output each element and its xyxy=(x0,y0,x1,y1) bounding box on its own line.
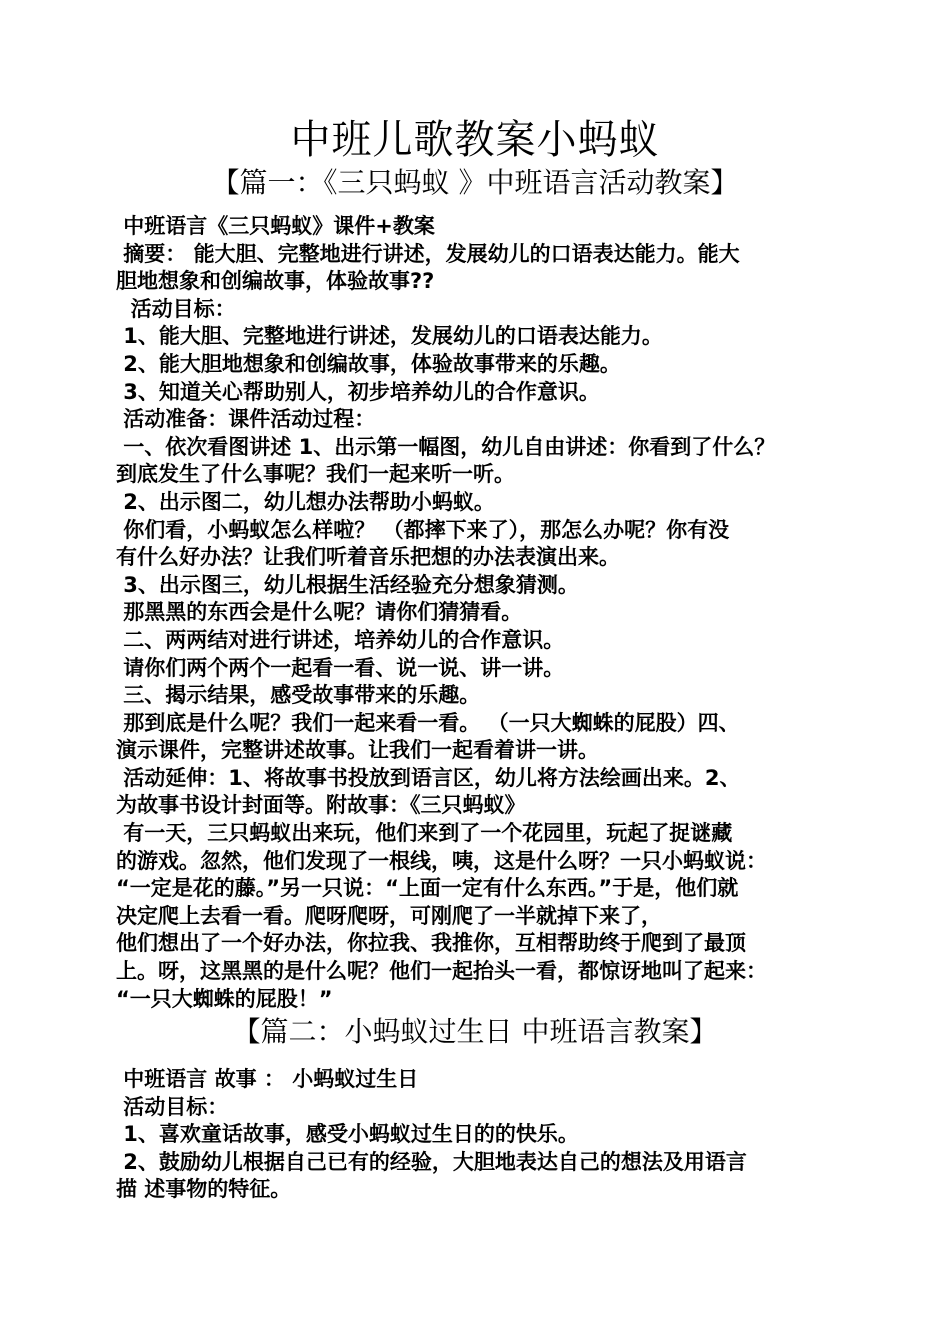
body-line: 活动目标： xyxy=(116,1094,229,1119)
body-line: 3、出示图三，幼儿根据生活经验充分想象猜测。 xyxy=(116,572,579,597)
body-line: 三、揭示结果，感受故事带来的乐趣。 xyxy=(116,683,481,708)
body-line: 描 述事物的特征。 xyxy=(116,1177,292,1202)
body-line: 活动延伸：1、将故事书投放到语言区，幼儿将方法绘画出来。2、 xyxy=(116,765,741,790)
body-line: 那黑黑的东西会是什么呢？请你们猜猜看。 xyxy=(116,600,523,625)
body-line: 的游戏。忽然，他们发现了一根线，咦，这是什么呀？一只小蚂蚁说： xyxy=(116,848,767,873)
body-line: 2、能大胆地想象和创编故事，体验故事带来的乐趣。 xyxy=(116,351,621,376)
body-line: 请你们两个两个一起看一看、说一说、讲一讲。 xyxy=(116,655,565,680)
body-line: “一定是花的藤。”另一只说：“上面一定有什么东西。”于是，他们就 xyxy=(116,876,739,901)
body-line: 那到底是什么呢？我们一起来看一看。 （一只大蜘蛛的屁股）四、 xyxy=(116,710,740,735)
body-line: 3、知道关心帮助别人，初步培养幼儿的合作意识。 xyxy=(116,379,600,404)
body-line: 摘要： 能大胆、完整地进行讲述，发展幼儿的口语表达能力。能大 xyxy=(116,241,740,266)
body-line: 到底发生了什么事呢？我们一起来听一听。 xyxy=(116,462,515,487)
body-line: 2、出示图二，幼儿想办法帮助小蚂蚁。 xyxy=(116,489,495,514)
body-line: 一、依次看图讲述 1、出示第一幅图，幼儿自由讲述：你看到了什么？ xyxy=(116,434,776,459)
body-line: 二、两两结对进行讲述，培养幼儿的合作意识。 xyxy=(116,627,565,652)
body-line: 2、鼓励幼儿根据自己已有的经验，大胆地表达自己的想法及用语言 xyxy=(116,1149,747,1174)
body-line: 上。呀，这黑黑的是什么呢？他们一起抬头一看，都惊讶地叫了起来： xyxy=(116,959,767,984)
section-body-2 xyxy=(116,1066,856,1204)
body-line: 决定爬上去看一看。爬呀爬呀，可刚爬了一半就掉下来了， xyxy=(116,903,662,928)
body-line: 中班语言 故事 ： 小蚂蚁过生日 xyxy=(116,1067,419,1091)
section-heading-1: 【篇一：《三只蚂蚁 》中班语言活动教案】 xyxy=(211,166,739,199)
section-body-1 xyxy=(116,213,856,1013)
document-title: 中班儿歌教案小蚂蚁 xyxy=(290,117,660,163)
body-line: 演示课件，完整讲述故事。让我们一起看着讲一讲。 xyxy=(116,738,599,763)
body-line: 1、喜欢童话故事，感受小蚂蚁过生日的的快乐。 xyxy=(116,1122,579,1147)
body-line: 活动目标： xyxy=(116,296,236,321)
body-line: 你们看，小蚂蚁怎么样啦？ （都摔下来了），那怎么办呢？你有没 xyxy=(116,517,730,542)
body-line: 1、能大胆、完整地进行讲述，发展幼儿的口语表达能力。 xyxy=(116,324,663,349)
body-line: 活动准备：课件活动过程： xyxy=(116,407,376,432)
body-line: 中班语言《三只蚂蚁》课件+教案 xyxy=(116,214,435,238)
body-line: “一只大蜘蛛的屁股！” xyxy=(116,986,333,1011)
body-line: 他们想出了一个好办法，你拉我、我推你，互相帮助终于爬到了最顶 xyxy=(116,931,746,956)
body-line: 有什么好办法？让我们听着音乐把想的办法表演出来。 xyxy=(116,545,620,570)
body-line: 胆地想象和创编故事，体验故事?? xyxy=(116,269,435,294)
body-line: 有一天，三只蚂蚁出来玩，他们来到了一个花园里，玩起了捉谜藏 xyxy=(116,821,733,846)
body-line: 为故事书设计封面等。附故事：《三只蚂蚁》 xyxy=(116,793,526,818)
section-heading-2: 【篇二：小蚂蚁过生日 中班语言教案】 xyxy=(232,1015,718,1048)
